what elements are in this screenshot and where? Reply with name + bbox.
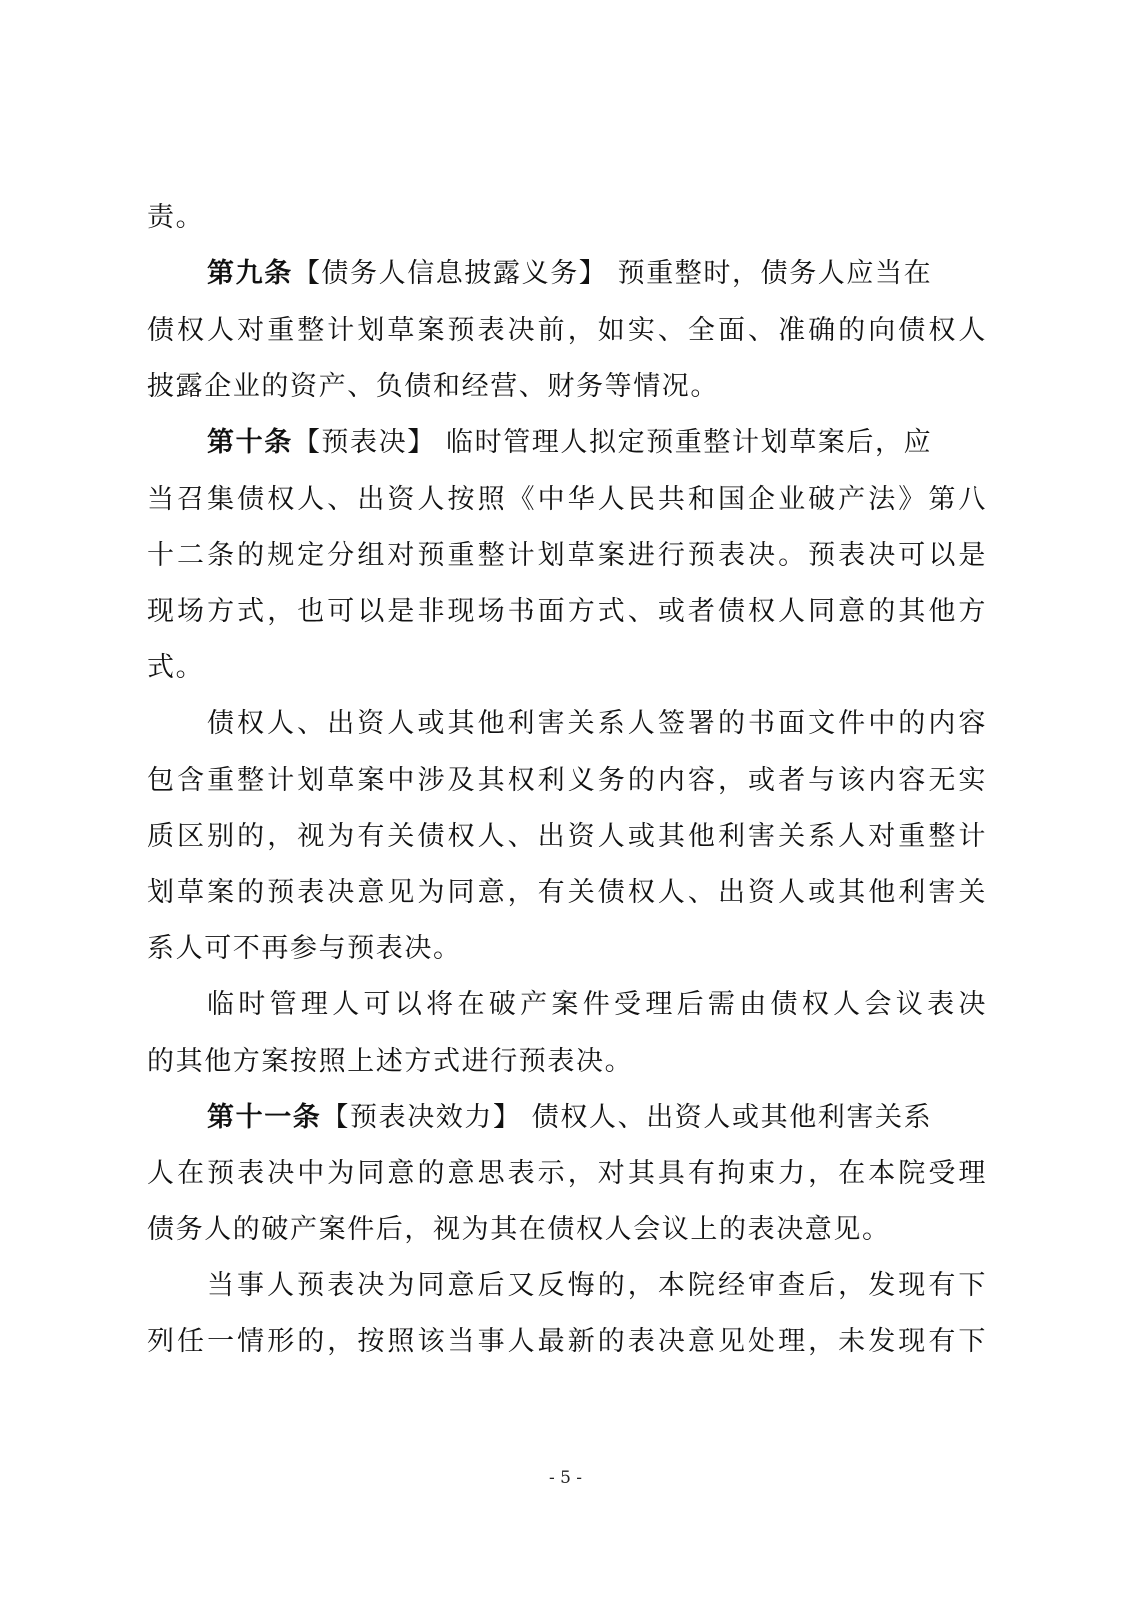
text-line: 式。 xyxy=(147,652,205,683)
text-line: 人在预表决中为同意的意思表示，对其具有拘束力，在本院受理 xyxy=(147,1158,987,1189)
article-text: 临时管理人拟定预重整计划草案后，应 xyxy=(446,427,933,458)
text-line: 责。 xyxy=(147,202,205,233)
text-line: 质区别的，视为有关债权人、出资人或其他利害关系人对重整计 xyxy=(147,821,987,852)
article-title: 【预表决】 xyxy=(292,427,436,458)
text-line: 十二条的规定分组对预重整计划草案进行预表决。预表决可以是 xyxy=(147,540,987,571)
text-line: 临时管理人可以将在破产案件受理后需由债权人会议表决 xyxy=(207,989,987,1020)
article-heading: 第十条 xyxy=(207,427,293,458)
text-line: 包含重整计划草案中涉及其权利义务的内容，或者与该内容无实 xyxy=(147,765,987,796)
page-number: - 5 - xyxy=(548,1468,583,1488)
text-line: 划草案的预表决意见为同意，有关债权人、出资人或其他利害关 xyxy=(147,877,987,908)
text-line: 列任一情形的，按照该当事人最新的表决意见处理，未发现有下 xyxy=(147,1326,987,1357)
article-title: 【预表决效力】 xyxy=(321,1102,522,1133)
text-line: 披露企业的资产、负债和经营、财务等情况。 xyxy=(147,371,719,402)
article-10-first-line xyxy=(207,423,987,463)
text-line: 系人可不再参与预表决。 xyxy=(147,933,462,964)
text-line: 的其他方案按照上述方式进行预表决。 xyxy=(147,1046,634,1077)
article-heading: 第九条 xyxy=(207,258,293,289)
text-line: 现场方式，也可以是非现场书面方式、或者债权人同意的其他方 xyxy=(147,596,987,627)
text-line: 债权人对重整计划草案预表决前，如实、全面、准确的向债权人 xyxy=(147,315,987,346)
article-title: 【债务人信息披露义务】 xyxy=(292,258,608,289)
text-line: 当召集债权人、出资人按照《中华人民共和国企业破产法》第八 xyxy=(147,484,987,515)
article-11-first-line xyxy=(207,1098,987,1138)
article-9-first-line xyxy=(207,254,987,294)
article-text: 债权人、出资人或其他利害关系 xyxy=(531,1102,933,1133)
article-heading: 第十一条 xyxy=(207,1102,322,1133)
text-line: 当事人预表决为同意后又反悔的，本院经审查后，发现有下 xyxy=(207,1270,987,1301)
text-line: 债务人的破产案件后，视为其在债权人会议上的表决意见。 xyxy=(147,1214,891,1245)
text-line: 债权人、出资人或其他利害关系人签署的书面文件中的内容 xyxy=(207,708,987,739)
article-text: 预重整时，债务人应当在 xyxy=(617,258,933,289)
